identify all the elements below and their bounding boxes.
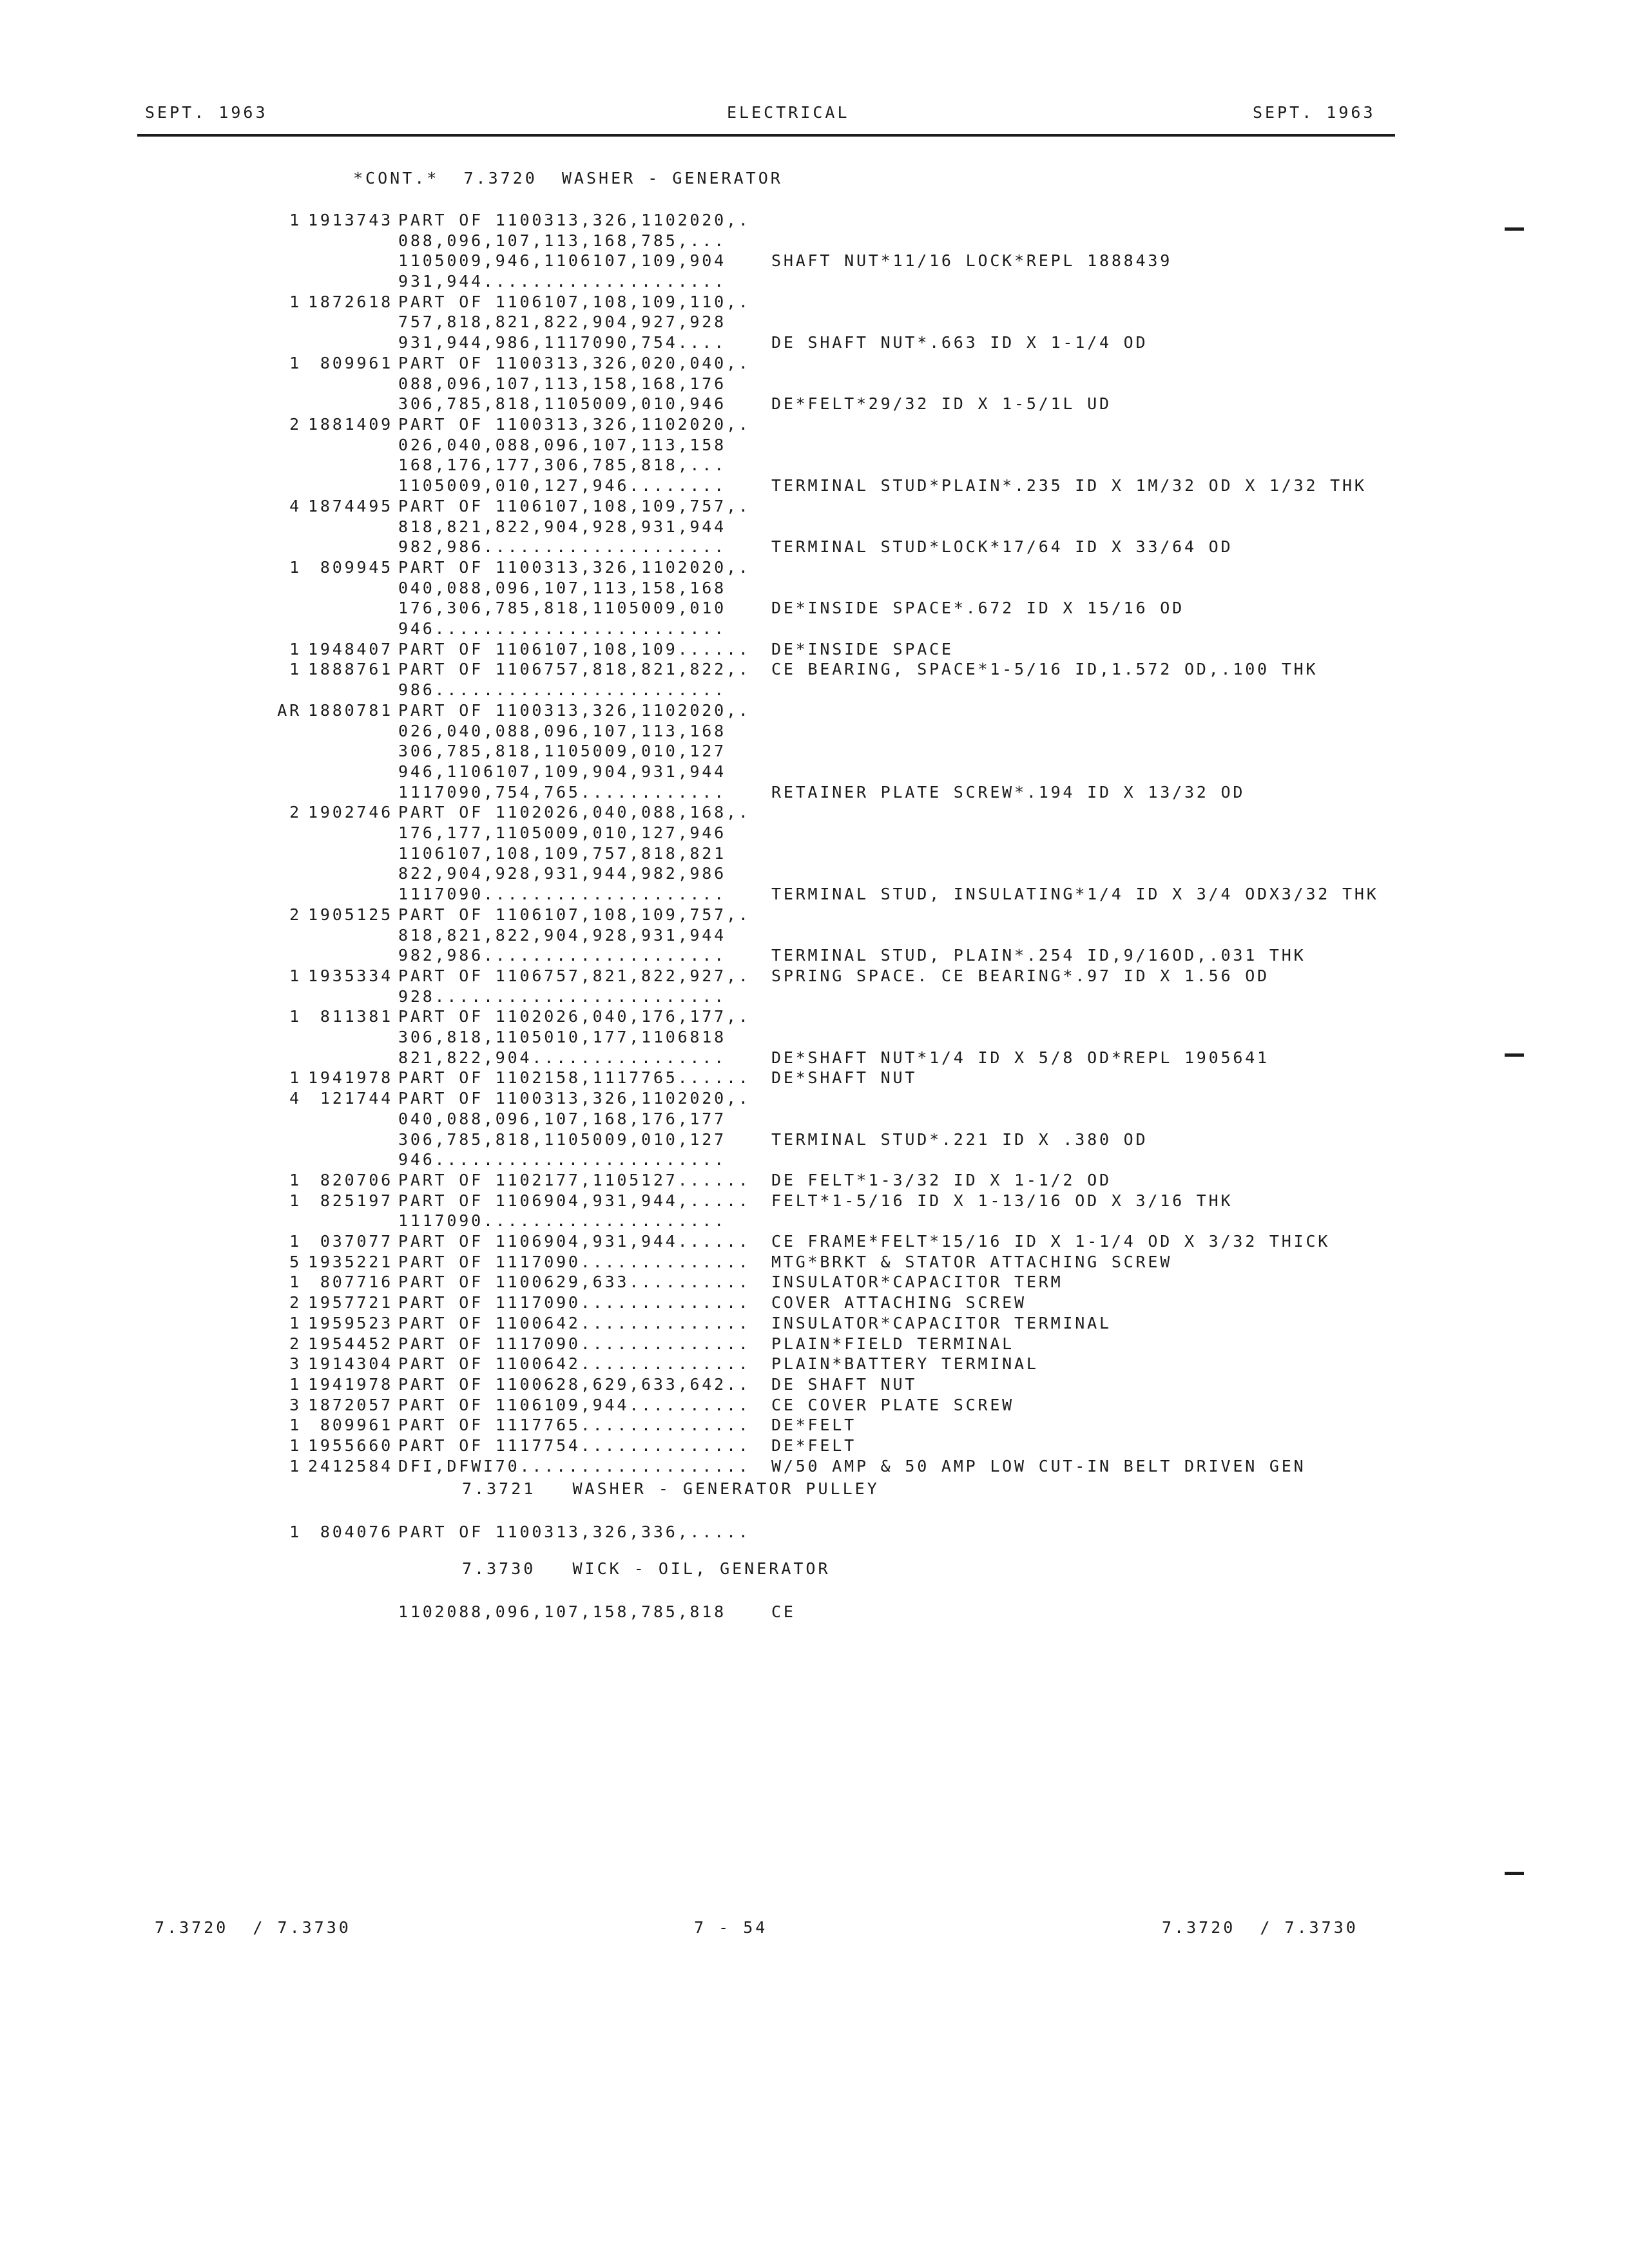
line-usage: 946........................ bbox=[398, 619, 726, 638]
line-usage: PART OF 1106109,944.......... bbox=[398, 1396, 751, 1414]
line-qty: 1 bbox=[289, 1068, 302, 1087]
page-number: 7 - 54 bbox=[694, 1918, 768, 1937]
line-part bbox=[303, 986, 393, 1007]
line-part: 1902746 bbox=[308, 803, 393, 822]
line-part: 1874495 bbox=[308, 497, 393, 515]
line-qty: 1 bbox=[289, 354, 302, 372]
line-usage: 928........................ bbox=[398, 987, 726, 1006]
line-qty bbox=[263, 863, 302, 884]
line-usage: PART OF 1117090.............. bbox=[398, 1253, 751, 1271]
line-qty bbox=[263, 721, 302, 742]
line-usage: PART OF 1100313,326,1102020,. bbox=[398, 415, 751, 434]
line-qty bbox=[263, 1048, 302, 1068]
line-qty: 1 bbox=[289, 211, 302, 229]
line-usage: 1105009,946,1106107,109,904 bbox=[398, 251, 726, 270]
line-usage: PART OF 1117090.............. bbox=[398, 1334, 751, 1353]
line-qty bbox=[263, 925, 302, 946]
line-part: 809945 bbox=[320, 558, 393, 577]
line-qty bbox=[263, 537, 302, 557]
line-qty bbox=[263, 823, 302, 843]
line-part bbox=[303, 680, 393, 700]
line-part bbox=[303, 1211, 393, 1231]
header-date-right: SEPT. 1963 bbox=[1253, 103, 1376, 122]
line-desc: SHAFT NUT*11/16 LOCK*REPL 1888439 bbox=[771, 251, 1173, 270]
line-qty bbox=[263, 435, 302, 456]
line-qty: 1 bbox=[289, 1523, 302, 1541]
line-desc: DE*SHAFT NUT bbox=[771, 1068, 918, 1087]
line-qty: 1 bbox=[289, 1007, 302, 1026]
line-part: 820706 bbox=[320, 1171, 393, 1189]
line-usage: PART OF 1100313,326,1102020,. bbox=[398, 1089, 751, 1108]
line-part bbox=[303, 843, 393, 864]
line-usage: PART OF 1100313,326,1102020,. bbox=[398, 211, 751, 229]
line-usage: 946,1106107,109,904,931,944 bbox=[398, 762, 726, 781]
footer-range-left: 7.3720 / 7.3730 bbox=[155, 1918, 351, 1937]
line-desc: COVER ATTACHING SCREW bbox=[771, 1293, 1027, 1312]
line-qty bbox=[263, 374, 302, 394]
line-part bbox=[303, 598, 393, 619]
line-qty bbox=[263, 1027, 302, 1048]
line-qty: AR bbox=[277, 701, 302, 720]
line-part: 1935221 bbox=[308, 1253, 393, 1271]
line-desc: RETAINER PLATE SCREW*.194 ID X 13/32 OD bbox=[771, 783, 1246, 802]
line-usage: PART OF 1100629,633.......... bbox=[398, 1273, 751, 1291]
line-qty bbox=[263, 231, 302, 251]
margin-mark bbox=[1505, 1053, 1524, 1057]
line-qty: 1 bbox=[289, 1416, 302, 1434]
line-usage: PART OF 1106107,108,109,110,. bbox=[398, 293, 751, 311]
line-part: 1941978 bbox=[308, 1375, 393, 1394]
section-heading: 7.3730 WICK - OIL, GENERATOR bbox=[462, 1559, 831, 1578]
line-part bbox=[303, 231, 393, 251]
line-usage: PART OF 1106757,821,822,927,. bbox=[398, 966, 751, 985]
line-desc: DE*SHAFT NUT*1/4 ID X 5/8 OD*REPL 1905641 bbox=[771, 1048, 1269, 1067]
line-part bbox=[303, 1109, 393, 1129]
line-usage: 176,306,785,818,1105009,010 bbox=[398, 599, 726, 617]
line-desc: DE*FELT*29/32 ID X 1-5/1L UD bbox=[771, 394, 1112, 413]
line-usage: 821,822,904................ bbox=[398, 1048, 726, 1067]
line-desc: CE FRAME*FELT*15/16 ID X 1-1/4 OD X 3/32 THICK bbox=[771, 1232, 1331, 1251]
line-usage: 818,821,822,904,928,931,944 bbox=[398, 517, 726, 536]
line-usage: 1102088,096,107,158,785,818 bbox=[398, 1602, 726, 1621]
line-part bbox=[303, 945, 393, 966]
line-part: 1948407 bbox=[308, 640, 393, 658]
line-part: 1935334 bbox=[308, 966, 393, 985]
line-qty bbox=[263, 271, 302, 292]
line-usage: PART OF 1106904,931,944,..... bbox=[398, 1191, 751, 1210]
line-part bbox=[303, 435, 393, 456]
line-desc: DE SHAFT NUT*.663 ID X 1-1/4 OD bbox=[771, 333, 1148, 352]
line-desc: PLAIN*FIELD TERMINAL bbox=[771, 1334, 1015, 1353]
section-heading: 7.3721 WASHER - GENERATOR PULLEY bbox=[462, 1479, 880, 1498]
line-desc: TERMINAL STUD*PLAIN*.235 ID X 1M/32 OD X 1/32 THK bbox=[771, 476, 1367, 495]
line-usage: PART OF 1117090.............. bbox=[398, 1293, 751, 1312]
line-usage: PART OF 1106107,108,109,757,. bbox=[398, 905, 751, 924]
line-part: 807716 bbox=[320, 1273, 393, 1291]
line-qty bbox=[263, 782, 302, 803]
line-qty bbox=[263, 598, 302, 619]
line-qty: 1 bbox=[289, 660, 302, 678]
line-part bbox=[303, 619, 393, 639]
line-qty bbox=[263, 986, 302, 1007]
line-usage: 757,818,821,822,904,927,928 bbox=[398, 312, 726, 331]
line-qty: 3 bbox=[289, 1354, 302, 1373]
line-usage: PART OF 1106904,931,944...... bbox=[398, 1232, 751, 1251]
line-usage: PART OF 1102177,1105127...... bbox=[398, 1171, 751, 1189]
line-desc: INSULATOR*CAPACITOR TERMINAL bbox=[771, 1314, 1112, 1332]
line-part bbox=[303, 1129, 393, 1150]
line-part: 1954452 bbox=[308, 1334, 393, 1353]
line-qty: 2 bbox=[289, 1334, 302, 1353]
line-part bbox=[303, 455, 393, 476]
line-usage: DFI,DFWI70................... bbox=[398, 1457, 751, 1475]
line-part bbox=[303, 537, 393, 557]
line-usage: 306,785,818,1105009,010,127 bbox=[398, 742, 726, 760]
line-part: 804076 bbox=[320, 1523, 393, 1541]
margin-mark bbox=[1505, 227, 1524, 231]
line-qty: 1 bbox=[289, 1436, 302, 1455]
line-part bbox=[303, 476, 393, 496]
line-qty: 1 bbox=[289, 1375, 302, 1394]
line-usage: 1117090.................... bbox=[398, 885, 726, 903]
line-usage: PART OF 1106107,108,109,757,. bbox=[398, 497, 751, 515]
line-part: 1905125 bbox=[308, 905, 393, 924]
line-usage: PART OF 1102158,1117765...... bbox=[398, 1068, 751, 1087]
line-part bbox=[303, 741, 393, 762]
line-qty: 1 bbox=[289, 1171, 302, 1189]
line-part bbox=[303, 762, 393, 782]
line-qty: 2 bbox=[289, 415, 302, 434]
line-qty: 4 bbox=[289, 497, 302, 515]
line-qty: 2 bbox=[289, 1293, 302, 1312]
line-qty: 1 bbox=[289, 1273, 302, 1291]
line-usage: 306,818,1105010,177,1106818 bbox=[398, 1028, 726, 1046]
header-rule bbox=[137, 134, 1395, 137]
line-usage: PART OF 1102026,040,176,177,. bbox=[398, 1007, 751, 1026]
line-part bbox=[303, 782, 393, 803]
line-part bbox=[303, 1048, 393, 1068]
line-part bbox=[303, 1027, 393, 1048]
line-usage: 040,088,096,107,168,176,177 bbox=[398, 1110, 726, 1128]
line-usage: PART OF 1100642.............. bbox=[398, 1314, 751, 1332]
header-date-left: SEPT. 1963 bbox=[145, 103, 268, 122]
line-qty: 1 bbox=[289, 1232, 302, 1251]
line-part bbox=[303, 394, 393, 414]
line-desc: DE*FELT bbox=[771, 1416, 856, 1434]
line-part bbox=[303, 578, 393, 599]
line-qty: 3 bbox=[289, 1396, 302, 1414]
line-part: 1888761 bbox=[308, 660, 393, 678]
line-part: 1955660 bbox=[308, 1436, 393, 1455]
line-part bbox=[303, 884, 393, 905]
line-qty bbox=[263, 312, 302, 332]
line-qty bbox=[263, 476, 302, 496]
line-qty bbox=[263, 517, 302, 537]
line-usage: 986........................ bbox=[398, 680, 726, 699]
line-part: 811381 bbox=[320, 1007, 393, 1026]
line-part: 1913743 bbox=[308, 211, 393, 229]
line-qty: 1 bbox=[289, 966, 302, 985]
line-part bbox=[303, 374, 393, 394]
line-part bbox=[303, 823, 393, 843]
line-part bbox=[303, 721, 393, 742]
line-qty: 2 bbox=[289, 905, 302, 924]
line-usage: 1106107,108,109,757,818,821 bbox=[398, 844, 726, 863]
line-part bbox=[303, 863, 393, 884]
line-qty: 1 bbox=[289, 1457, 302, 1475]
line-desc: DE*FELT bbox=[771, 1436, 856, 1455]
line-qty: 1 bbox=[289, 558, 302, 577]
line-part bbox=[303, 332, 393, 353]
line-desc: INSULATOR*CAPACITOR TERM bbox=[771, 1273, 1063, 1291]
line-desc: PLAIN*BATTERY TERMINAL bbox=[771, 1354, 1039, 1373]
line-qty bbox=[263, 843, 302, 864]
line-part: 1872618 bbox=[308, 293, 393, 311]
line-desc: W/50 AMP & 50 AMP LOW CUT-IN BELT DRIVEN GEN bbox=[771, 1457, 1306, 1475]
line-part: 1872057 bbox=[308, 1396, 393, 1414]
line-usage: 1117090,754,765............ bbox=[398, 783, 726, 802]
line-qty: 4 bbox=[289, 1089, 302, 1108]
line-qty bbox=[263, 1149, 302, 1170]
line-usage: PART OF 1100642.............. bbox=[398, 1354, 751, 1373]
line-usage: 931,944,986,1117090,754.... bbox=[398, 333, 726, 352]
section-heading: *CONT.* 7.3720 WASHER - GENERATOR bbox=[353, 169, 783, 187]
line-part bbox=[303, 271, 393, 292]
line-usage: 306,785,818,1105009,010,946 bbox=[398, 394, 726, 413]
line-usage: 306,785,818,1105009,010,127 bbox=[398, 1130, 726, 1149]
line-usage: 168,176,177,306,785,818,... bbox=[398, 456, 726, 474]
line-part bbox=[303, 1149, 393, 1170]
line-usage: 1105009,010,127,946........ bbox=[398, 476, 726, 495]
line-desc: FELT*1-5/16 ID X 1-13/16 OD X 3/16 THK bbox=[771, 1191, 1233, 1210]
line-qty: 1 bbox=[289, 640, 302, 658]
line-qty bbox=[263, 1211, 302, 1231]
line-usage: PART OF 1117754.............. bbox=[398, 1436, 751, 1455]
line-usage: PART OF 1106107,108,109...... bbox=[398, 640, 751, 658]
line-usage: PART OF 1102026,040,088,168,. bbox=[398, 803, 751, 822]
line-qty bbox=[263, 1109, 302, 1129]
line-part: 1959523 bbox=[308, 1314, 393, 1332]
line-desc: CE COVER PLATE SCREW bbox=[771, 1396, 1015, 1414]
line-qty: 5 bbox=[289, 1253, 302, 1271]
line-qty: 1 bbox=[289, 1314, 302, 1332]
line-usage: PART OF 1100313,326,1102020,. bbox=[398, 558, 751, 577]
line-usage: 026,040,088,096,107,113,168 bbox=[398, 722, 726, 740]
line-qty bbox=[263, 619, 302, 639]
line-part: 825197 bbox=[320, 1191, 393, 1210]
line-part: 809961 bbox=[320, 354, 393, 372]
line-part: 121744 bbox=[320, 1089, 393, 1108]
line-usage: PART OF 1100313,326,020,040,. bbox=[398, 354, 751, 372]
line-usage: 982,986.................... bbox=[398, 537, 726, 556]
line-qty bbox=[263, 332, 302, 353]
line-desc: DE*INSIDE SPACE*.672 ID X 15/16 OD bbox=[771, 599, 1184, 617]
line-part: 1880781 bbox=[308, 701, 393, 720]
line-part: 2412584 bbox=[308, 1457, 393, 1475]
line-usage: 822,904,928,931,944,982,986 bbox=[398, 864, 726, 883]
line-qty bbox=[263, 884, 302, 905]
line-qty bbox=[263, 578, 302, 599]
line-part bbox=[303, 925, 393, 946]
line-qty bbox=[263, 762, 302, 782]
line-desc: MTG*BRKT & STATOR ATTACHING SCREW bbox=[771, 1253, 1173, 1271]
line-part: 037077 bbox=[320, 1232, 393, 1251]
line-usage: 818,821,822,904,928,931,944 bbox=[398, 926, 726, 945]
line-desc: CE bbox=[771, 1602, 796, 1621]
line-qty bbox=[263, 455, 302, 476]
line-usage: 931,944.................... bbox=[398, 272, 726, 291]
line-desc: DE*INSIDE SPACE bbox=[771, 640, 954, 658]
line-qty: 1 bbox=[289, 1191, 302, 1210]
header-title: ELECTRICAL bbox=[727, 103, 850, 122]
line-part bbox=[303, 1602, 393, 1622]
line-usage: 946........................ bbox=[398, 1150, 726, 1169]
line-qty bbox=[263, 394, 302, 414]
line-usage: PART OF 1100628,629,633,642.. bbox=[398, 1375, 751, 1394]
line-qty bbox=[263, 945, 302, 966]
line-usage: 026,040,088,096,107,113,158 bbox=[398, 436, 726, 454]
line-usage: 1117090.................... bbox=[398, 1211, 726, 1230]
margin-mark bbox=[1505, 1872, 1524, 1875]
line-usage: 040,088,096,107,113,158,168 bbox=[398, 579, 726, 597]
line-part bbox=[303, 251, 393, 271]
line-part bbox=[303, 312, 393, 332]
line-usage: PART OF 1117765.............. bbox=[398, 1416, 751, 1434]
line-usage: PART OF 1106757,818,821,822,. bbox=[398, 660, 751, 678]
line-desc: DE SHAFT NUT bbox=[771, 1375, 918, 1394]
footer-range-right: 7.3720 / 7.3730 bbox=[1162, 1918, 1358, 1937]
line-desc: TERMINAL STUD*LOCK*17/64 ID X 33/64 OD bbox=[771, 537, 1233, 556]
line-qty bbox=[263, 680, 302, 700]
line-desc: TERMINAL STUD, PLAIN*.254 ID,9/16OD,.031 THK bbox=[771, 946, 1306, 965]
line-part: 1941978 bbox=[308, 1068, 393, 1087]
line-usage: 088,096,107,113,158,168,176 bbox=[398, 374, 726, 393]
line-qty bbox=[263, 1602, 302, 1622]
line-usage: 982,986.................... bbox=[398, 946, 726, 965]
line-part: 1914304 bbox=[308, 1354, 393, 1373]
line-qty bbox=[263, 251, 302, 271]
line-part: 809961 bbox=[320, 1416, 393, 1434]
line-qty bbox=[263, 1129, 302, 1150]
line-qty: 1 bbox=[289, 293, 302, 311]
line-desc: CE BEARING, SPACE*1-5/16 ID,1.572 OD,.100 THK bbox=[771, 660, 1318, 678]
line-part: 1957721 bbox=[308, 1293, 393, 1312]
line-usage: PART OF 1100313,326,1102020,. bbox=[398, 701, 751, 720]
line-usage: PART OF 1100313,326,336,..... bbox=[398, 1523, 751, 1541]
line-usage: 088,096,107,113,168,785,... bbox=[398, 231, 726, 250]
line-qty: 2 bbox=[289, 803, 302, 822]
line-desc: DE FELT*1-3/32 ID X 1-1/2 OD bbox=[771, 1171, 1112, 1189]
line-part: 1881409 bbox=[308, 415, 393, 434]
line-desc: TERMINAL STUD*.221 ID X .380 OD bbox=[771, 1130, 1148, 1149]
line-desc: TERMINAL STUD, INSULATING*1/4 ID X 3/4 ODX3/32 THK bbox=[771, 885, 1379, 903]
line-usage: 176,177,1105009,010,127,946 bbox=[398, 823, 726, 842]
line-part bbox=[303, 517, 393, 537]
line-qty bbox=[263, 741, 302, 762]
line-desc: SPRING SPACE. CE BEARING*.97 ID X 1.56 OD bbox=[771, 966, 1269, 985]
